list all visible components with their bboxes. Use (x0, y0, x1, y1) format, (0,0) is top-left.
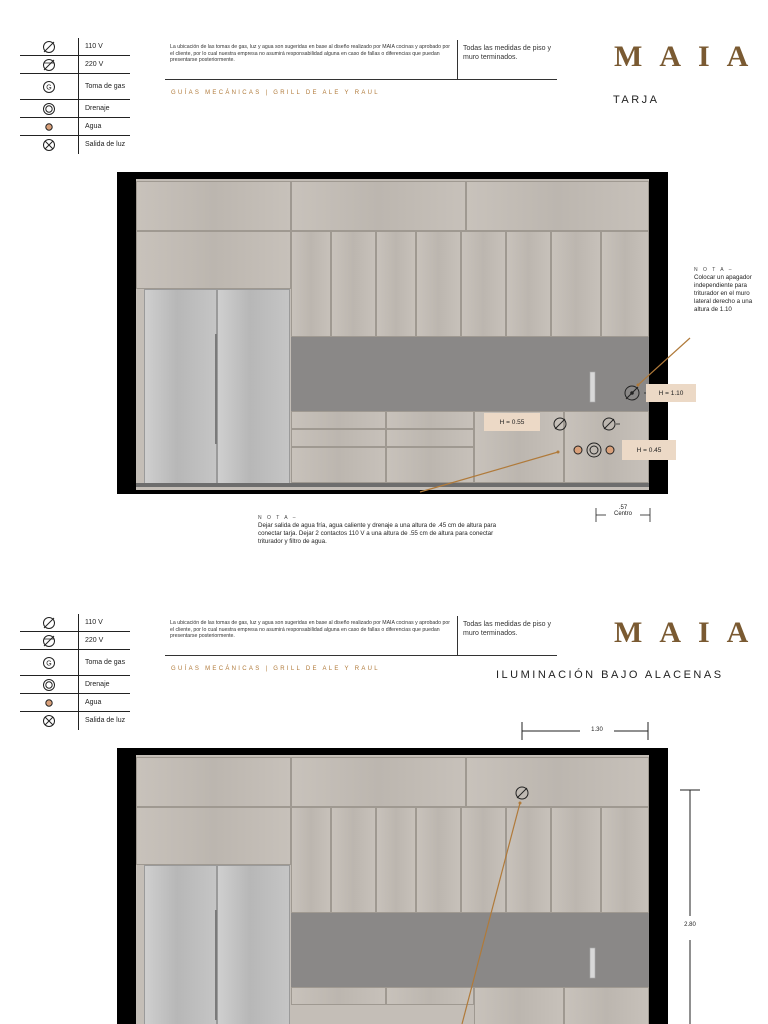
volt-110-icon (42, 616, 56, 630)
sheet-iluminacion (0, 576, 768, 1024)
drawer (291, 429, 386, 447)
drawer (386, 447, 474, 483)
svg-text:G: G (46, 84, 52, 91)
project-subtitle: GUÍAS MECÁNICAS | GRILL DE ALE Y RAUL (171, 666, 380, 672)
gas-outlet-icon (42, 656, 56, 670)
section-title: ILUMINACIÓN BAJO ALACENAS (496, 669, 724, 681)
height-label-water: H = 0.45 (622, 440, 676, 460)
wall-cabinet (416, 807, 461, 913)
disclaimer-text: La ubicación de las tomas de gas, luz y agua son sugeridas en base al diseño realizado por MAIA cocinas y aprobado por el cliente, por lo cual nuestra empresa no asumirá responsabilidad alguna en caso de fallas o diferencias que puedan presentarse posteriormente. (170, 44, 451, 63)
project-subtitle: GUÍAS MECÁNICAS | GRILL DE ALE Y RAUL (171, 90, 380, 96)
fridge-door-right (217, 289, 290, 484)
volt-110-icon (42, 40, 56, 54)
upper-cabinet (466, 181, 649, 231)
wall-cabinet (291, 807, 331, 913)
drawer (386, 987, 474, 1005)
legend-row-220v: 220 V (20, 56, 130, 74)
legend (20, 38, 130, 154)
header-divider (457, 616, 458, 656)
header-divider (457, 40, 458, 80)
maia-logo: MAIA (614, 40, 766, 73)
fridge-door-right (217, 865, 290, 1024)
wall-cabinet (506, 807, 551, 913)
disclaimer-text: La ubicación de las tomas de gas, luz y agua son sugeridas en base al diseño realizado por MAIA cocinas y aprobado por el cliente, por lo cual nuestra empresa no asumirá responsabilidad alguna en caso de fallas o diferencias que puedan presentarse posteriormente. (170, 620, 451, 639)
upper-cabinet (466, 757, 649, 807)
legend (20, 614, 130, 730)
upper-cabinet (136, 807, 291, 865)
water-icon (42, 696, 56, 710)
kitchen-elevation (117, 748, 668, 1024)
drawer (291, 447, 386, 483)
wall-cabinet (376, 807, 416, 913)
legend-row-drain: Drenaje (20, 676, 130, 694)
legend-row-gas: G Toma de gas (20, 74, 130, 100)
note-switch: N O T A – Colocar un apagador independiente para triturador en el muro lateral derecho a una altura de 1.10 (694, 267, 753, 313)
legend-row-water: Agua (20, 694, 130, 712)
drawer (386, 411, 474, 429)
light-outlet-icon (42, 138, 56, 152)
gas-outlet-icon (42, 80, 56, 94)
wall-cabinet (506, 231, 551, 337)
finish-note: Todas las medidas de piso y muro terminados. (463, 45, 551, 61)
volt-220-icon (42, 634, 56, 648)
upper-cabinet (136, 231, 291, 289)
wall-cabinet (416, 231, 461, 337)
wall-cabinet (601, 231, 649, 337)
legend-row-220v: 220 V (20, 632, 130, 650)
wall-cabinet (461, 231, 506, 337)
backsplash (291, 913, 649, 987)
svg-text:G: G (46, 660, 52, 667)
sink-cabinet (474, 987, 564, 1024)
wall-cabinet (331, 231, 376, 337)
section-title: TARJA (613, 94, 660, 106)
upper-cabinet (291, 181, 466, 231)
drawer (386, 429, 474, 447)
floor-line (136, 483, 649, 487)
base-cabinet (564, 987, 649, 1024)
height-dimension: 2.80 (684, 922, 696, 928)
fridge-door-left (144, 865, 217, 1024)
water-icon (42, 120, 56, 134)
wall-cabinet (551, 231, 601, 337)
wall-cabinet (291, 231, 331, 337)
legend-row-light: Salida de luz (20, 136, 130, 154)
note-sink: N O T A – Dejar salida de agua fría, agua caliente y drenaje a una altura de .45 cm de altura para conectar tarja. Dejar 2 contactos 110 V a una altura de .55 cm de altura para conectar triturador y filtro de agua. (258, 515, 497, 545)
drain-icon (42, 102, 56, 116)
upper-cabinet (136, 757, 291, 807)
height-label-switch: H = 1.10 (646, 384, 696, 402)
maia-logo: MAIA (614, 616, 766, 649)
backsplash (291, 337, 649, 411)
wall-cabinet (376, 231, 416, 337)
wall-cabinet (461, 807, 506, 913)
legend-row-gas: G Toma de gas (20, 650, 130, 676)
fridge-handle (215, 910, 217, 1020)
drain-icon (42, 678, 56, 692)
drawer (291, 411, 386, 429)
fridge-handle (215, 334, 217, 444)
wall-cabinet (601, 807, 649, 913)
drawer (291, 987, 386, 1005)
upper-cabinet (291, 757, 466, 807)
legend-row-water: Agua (20, 118, 130, 136)
upper-cabinet (136, 181, 291, 231)
fridge-door-left (144, 289, 217, 484)
width-dimension: 1.30 (591, 727, 603, 733)
legend-row-drain: Drenaje (20, 100, 130, 118)
volt-220-icon (42, 58, 56, 72)
height-label-contacts: H = 0.55 (484, 413, 540, 431)
finish-note: Todas las medidas de piso y muro terminados. (463, 621, 551, 637)
light-outlet-icon (42, 714, 56, 728)
wall-cabinet (331, 807, 376, 913)
header-rule (165, 79, 557, 80)
header-rule (165, 655, 557, 656)
legend-row-110v: 110 V (20, 614, 130, 632)
wall-cabinet (551, 807, 601, 913)
legend-row-light: Salida de luz (20, 712, 130, 730)
kitchen-elevation (117, 172, 668, 494)
center-dimension: .57 Centro (613, 505, 632, 517)
legend-row-110v: 110 V (20, 38, 130, 56)
